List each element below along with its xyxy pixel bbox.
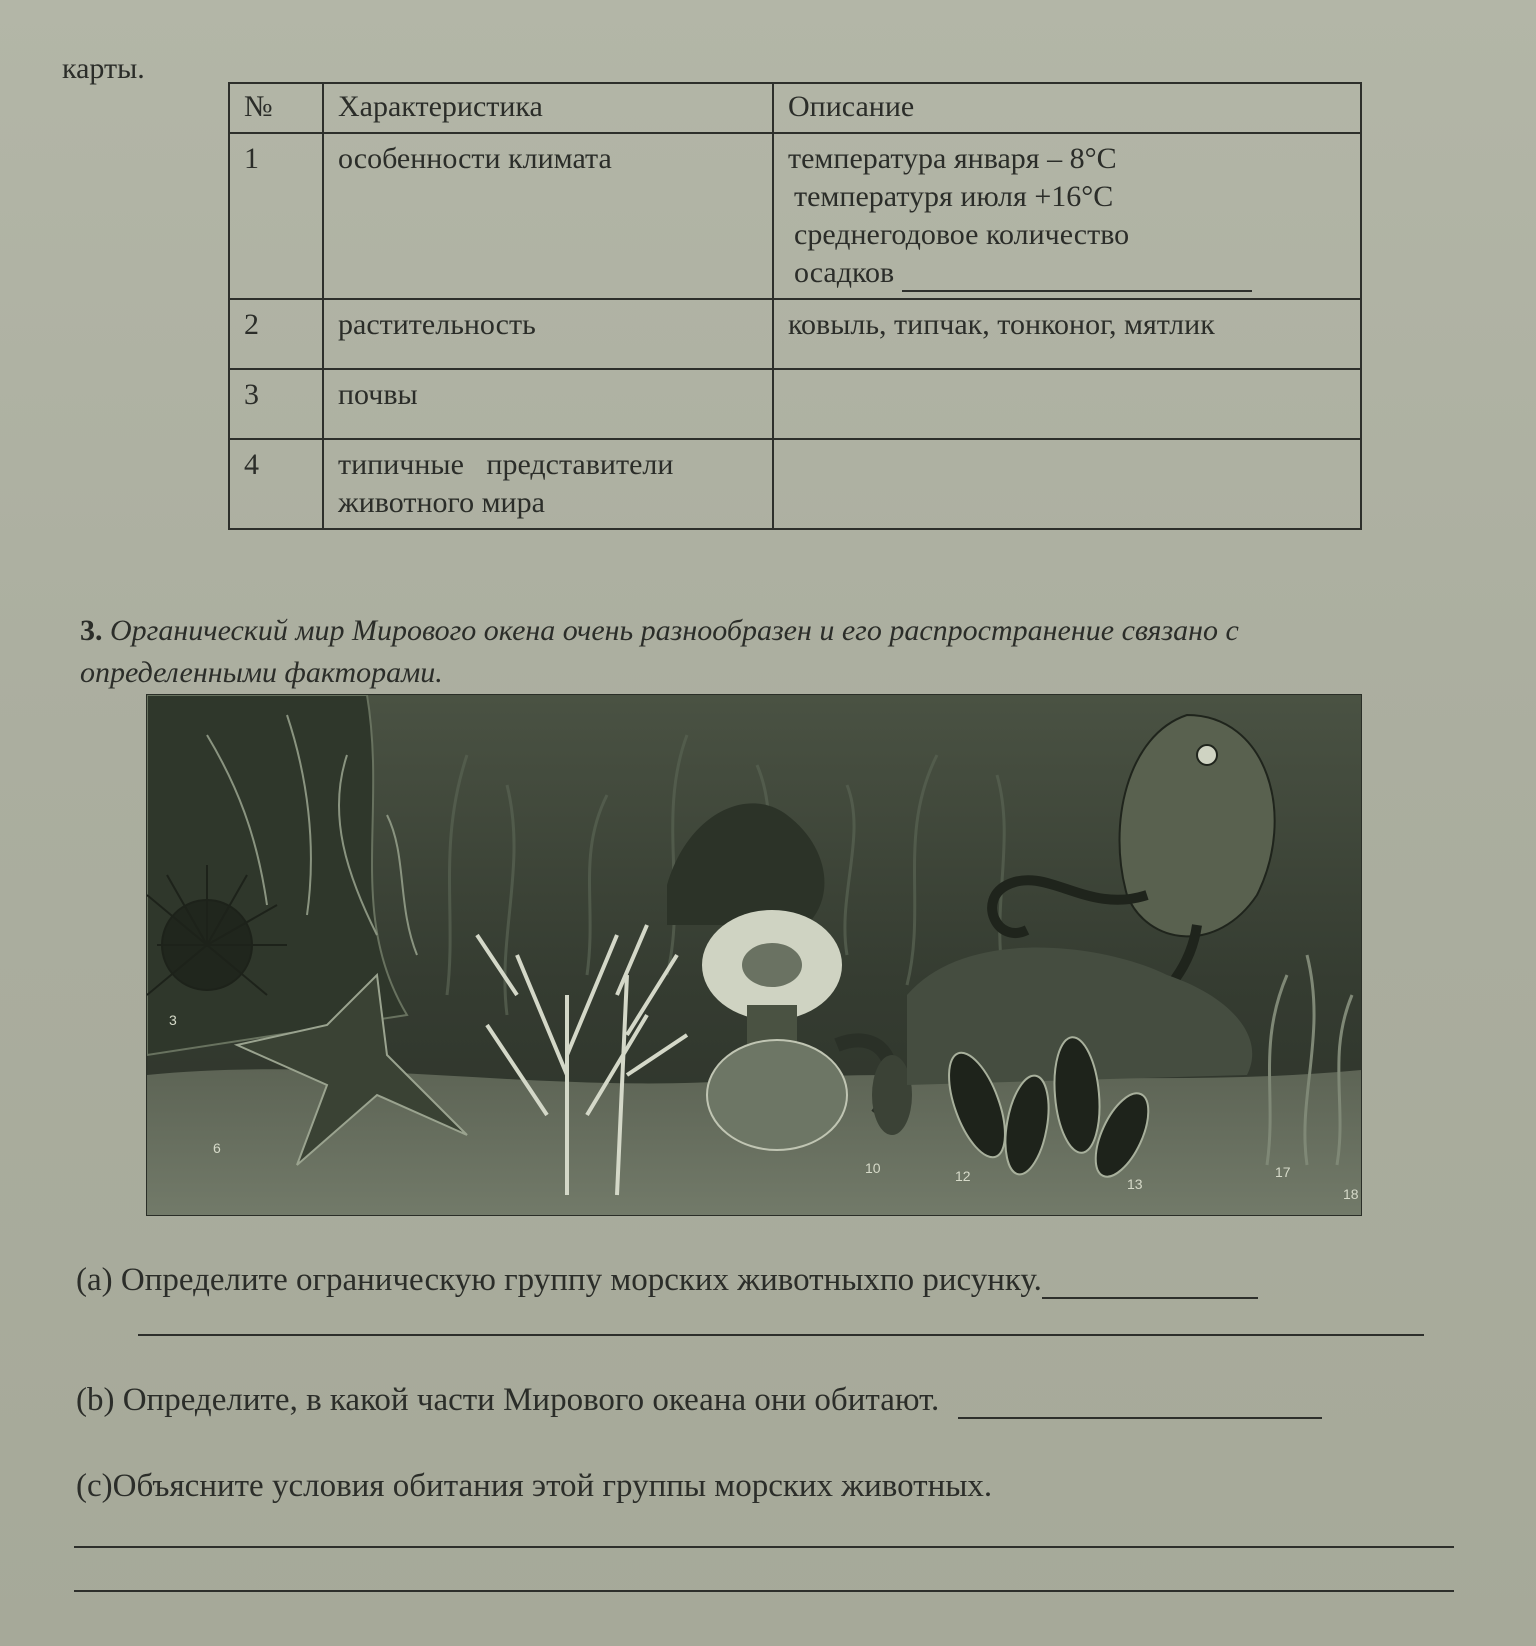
- row-description: [773, 133, 1361, 299]
- figure-label: 18: [1343, 1186, 1359, 1202]
- table-row: [229, 133, 1361, 299]
- question-a-answer-line[interactable]: [138, 1334, 1424, 1336]
- question-c-answer-line[interactable]: [74, 1546, 1454, 1548]
- question-c-text: (c)Объясните условия обитания этой группы морских животных.: [76, 1468, 993, 1504]
- row-characteristic: [323, 439, 773, 529]
- precipitation-label: среднегодовое количество: [794, 218, 1130, 251]
- top-word: карты.: [62, 52, 145, 85]
- question-c: [76, 1468, 992, 1505]
- header-description: Описание: [773, 83, 1361, 133]
- header-number: №: [229, 83, 323, 133]
- precipitation-line: [788, 254, 1346, 292]
- row-number: 2: [229, 299, 323, 369]
- table-row: [229, 299, 1361, 369]
- figure-label: 12: [955, 1168, 971, 1184]
- table-row: [229, 369, 1361, 439]
- question-a-answer-blank[interactable]: [1042, 1267, 1258, 1299]
- row-number: 4: [229, 439, 323, 529]
- seabed-drawing: [147, 695, 1361, 1215]
- figure-label: 3: [169, 1012, 177, 1028]
- question-a: [76, 1262, 1258, 1299]
- question-a-text: (a) Определите ограническую группу морских животныхпо рисунку.: [76, 1262, 1042, 1298]
- row-description: ковыль, типчак, тонконог, мятлик: [773, 299, 1361, 369]
- figure-label: 10: [865, 1160, 881, 1176]
- precipitation-answer-blank[interactable]: [902, 264, 1252, 292]
- question-c-answer-line[interactable]: [74, 1590, 1454, 1592]
- natural-zone-table: [228, 82, 1362, 530]
- precipitation-word: осадков: [794, 256, 895, 289]
- january-temperature: температура января – 8°C: [788, 142, 1117, 175]
- row-description-blank[interactable]: [773, 369, 1361, 439]
- table-header-row: [229, 83, 1361, 133]
- task-number: 3.: [80, 614, 103, 647]
- row-number: 3: [229, 369, 323, 439]
- july-temperature: температуря июля +16°C: [794, 180, 1114, 213]
- characteristic-line: типичные представители: [338, 448, 674, 481]
- ocean-bottom-illustration: [146, 694, 1362, 1216]
- question-b: [76, 1382, 1322, 1419]
- row-characteristic: особенности климата: [323, 133, 773, 299]
- figure-label: 13: [1127, 1176, 1143, 1192]
- row-description-blank[interactable]: [773, 439, 1361, 529]
- row-number: 1: [229, 133, 323, 299]
- question-b-answer-blank[interactable]: [958, 1387, 1322, 1419]
- question-b-text: (b) Определите, в какой части Мирового океана они обитают.: [76, 1382, 940, 1418]
- table-row: [229, 439, 1361, 529]
- figure-label: 17: [1275, 1164, 1291, 1180]
- figure-label: 6: [213, 1140, 221, 1156]
- row-characteristic: почвы: [323, 369, 773, 439]
- characteristic-line: животного мира: [338, 486, 545, 519]
- task-3-heading: [80, 610, 1442, 694]
- task-text: Органический мир Мирового окена очень разнообразен и его распространение связано с определенными факторами.: [80, 614, 1239, 689]
- header-characteristic: Характеристика: [323, 83, 773, 133]
- row-characteristic: растительность: [323, 299, 773, 369]
